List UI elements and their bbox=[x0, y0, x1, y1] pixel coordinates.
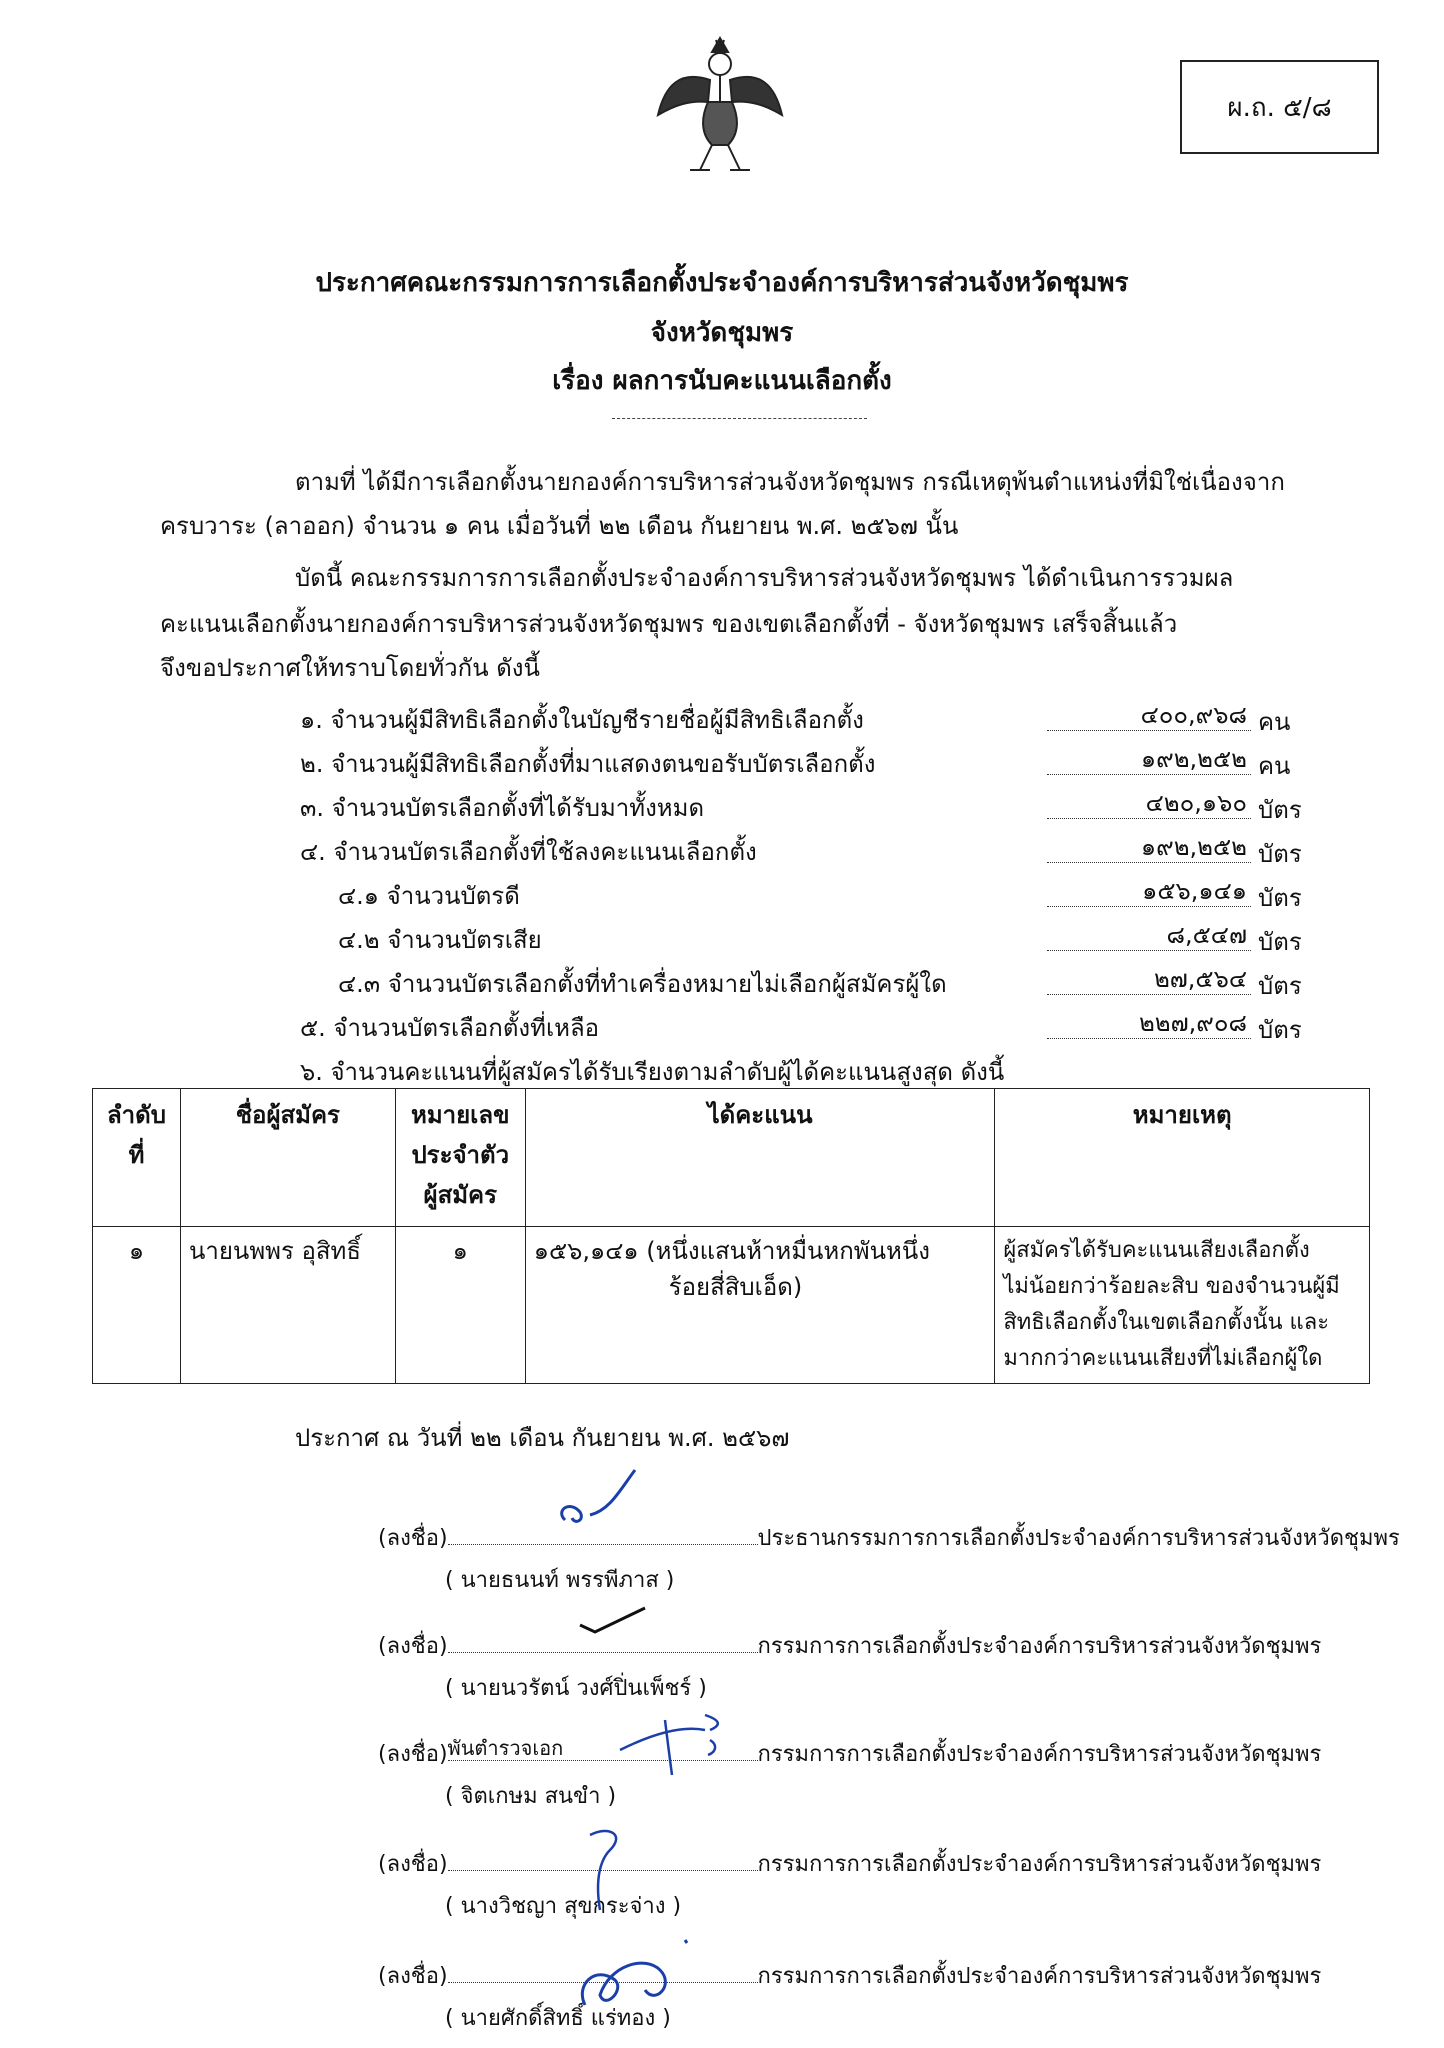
remark-line3: สิทธิเลือกตั้งในเขตเลือกตั้งนั้น และ bbox=[1003, 1310, 1330, 1335]
sign-prefix: (ลงชื่อ) bbox=[378, 1852, 448, 1877]
announcement-title: ประกาศคณะกรรมการการเลือกตั้งประจำองค์การบริหารส่วนจังหวัดชุมพร bbox=[315, 268, 1129, 298]
signature-3 bbox=[378, 1736, 1321, 1771]
header-score: ได้คะแนน bbox=[525, 1089, 995, 1227]
handwritten-signature-5 bbox=[565, 1925, 705, 2025]
item-2-label: ๒. จำนวนผู้มีสิทธิเลือกตั้งที่มาแสดงตนขอรับบัตรเลือกตั้ง bbox=[300, 750, 876, 778]
item-4-unit: บัตร bbox=[1258, 840, 1302, 868]
sign-position: กรรมการการเลือกตั้งประจำองค์การบริหารส่วนจังหวัดชุมพร bbox=[757, 1964, 1322, 1989]
header-order bbox=[93, 1089, 181, 1227]
handwritten-signature-1 bbox=[550, 1460, 660, 1540]
garuda-emblem bbox=[650, 30, 790, 180]
signer-name-1: ( นายธนนท์ พรรพีภาส ) bbox=[445, 1568, 675, 1593]
header-number bbox=[395, 1089, 525, 1227]
results-table bbox=[92, 1088, 1370, 1384]
handwritten-signature-2 bbox=[575, 1600, 655, 1640]
sign-prefix: (ลงชื่อ) bbox=[378, 1526, 448, 1551]
header-number-line3: ผู้สมัคร bbox=[423, 1181, 497, 1209]
intro-p2-line1: บัดนี้ คณะกรรมการการเลือกตั้งประจำองค์การบริหารส่วนจังหวัดชุมพร ได้ดำเนินการรวมผล bbox=[295, 564, 1234, 592]
item-4-3-label: ๔.๓ จำนวนบัตรเลือกตั้งที่ทำเครื่องหมายไม่เลือกผู้สมัครผู้ใด bbox=[338, 970, 947, 998]
item-4-value: ๑๙๒,๒๕๒ bbox=[1047, 832, 1251, 863]
item-4-label: ๔. จำนวนบัตรเลือกตั้งที่ใช้ลงคะแนนเลือกตั้ง bbox=[300, 838, 757, 866]
item-4-3-value: ๒๗,๕๖๔ bbox=[1047, 964, 1251, 995]
cell-number: ๑ bbox=[395, 1227, 525, 1384]
item-1-label: ๑. จำนวนผู้มีสิทธิเลือกตั้งในบัญชีรายชื่อผู้มีสิทธิเลือกตั้ง bbox=[300, 706, 864, 734]
signer-name-4: ( นางวิชญา สุขกระจ่าง ) bbox=[445, 1894, 682, 1919]
item-4-1-label: ๔.๑ จำนวนบัตรดี bbox=[338, 882, 520, 910]
cell-order: ๑ bbox=[93, 1227, 181, 1384]
header-remark: หมายเหตุ bbox=[995, 1089, 1370, 1227]
form-code: ผ.ถ. ๕/๘ bbox=[1227, 92, 1332, 123]
signer-name-5: ( นายศักดิ์สิทธิ์ แร่ทอง ) bbox=[445, 2006, 671, 2031]
header-order-line2: ที่ bbox=[128, 1141, 145, 1169]
sign-position: กรรมการการเลือกตั้งประจำองค์การบริหารส่วนจังหวัดชุมพร bbox=[757, 1742, 1322, 1767]
item-3-unit: บัตร bbox=[1258, 796, 1302, 824]
signature-2 bbox=[378, 1628, 1321, 1663]
title-divider bbox=[612, 418, 867, 419]
cell-name: นายนพพร อุสิทธิ์ bbox=[180, 1227, 395, 1384]
intro-p2-line2: คะแนนเลือกตั้งนายกองค์การบริหารส่วนจังหวัดชุมพร ของเขตเลือกตั้งที่ - จังหวัดชุมพร เสร็จสิ้นแล้ว bbox=[160, 610, 1178, 638]
item-2-value: ๑๙๒,๒๕๒ bbox=[1047, 744, 1251, 775]
score-line2: ร้อยสี่สิบเอ็ด) bbox=[668, 1273, 803, 1301]
province-title: จังหวัดชุมพร bbox=[650, 318, 794, 348]
sign-prefix: (ลงชื่อ) bbox=[378, 1634, 448, 1659]
handwritten-signature-4 bbox=[575, 1820, 645, 1920]
item-4-2-unit: บัตร bbox=[1258, 928, 1302, 956]
item-5-unit: บัตร bbox=[1258, 1016, 1302, 1044]
signer-name-3: ( จิตเกษม สนขำ ) bbox=[445, 1784, 617, 1809]
signature-5 bbox=[378, 1958, 1321, 1993]
item-5-label: ๕. จำนวนบัตรเลือกตั้งที่เหลือ bbox=[300, 1014, 600, 1042]
item-3-label: ๓. จำนวนบัตรเลือกตั้งที่ได้รับมาทั้งหมด bbox=[300, 794, 705, 822]
item-3-value: ๔๒๐,๑๖๐ bbox=[1047, 788, 1251, 819]
sign-position: กรรมการการเลือกตั้งประจำองค์การบริหารส่วนจังหวัดชุมพร bbox=[757, 1634, 1322, 1659]
sign-prefix: (ลงชื่อ) bbox=[378, 1742, 448, 1767]
item-4-1-unit: บัตร bbox=[1258, 884, 1302, 912]
item-4-3-unit: บัตร bbox=[1258, 972, 1302, 1000]
intro-p1-line2: ครบวาระ (ลาออก) จำนวน ๑ คน เมื่อวันที่ ๒๒ เดือน กันยายน พ.ศ. ๒๕๖๗ นั้น bbox=[160, 512, 959, 540]
handwritten-signature-3 bbox=[610, 1700, 740, 1780]
header-number-line1: หมายเลข bbox=[411, 1101, 510, 1129]
table-header-row bbox=[93, 1089, 1370, 1227]
score-line1: ๑๕๖,๑๔๑ (หนึ่งแสนห้าหมื่นหกพันหนึ่ง bbox=[533, 1237, 930, 1265]
remark-line4: มากกว่าคะแนนเสียงที่ไม่เลือกผู้ใด bbox=[1003, 1346, 1323, 1371]
item-1-value: ๔๐๐,๙๖๘ bbox=[1047, 700, 1251, 731]
remark-line1: ผู้สมัครได้รับคะแนนเสียงเลือกตั้ง bbox=[1003, 1238, 1310, 1263]
signature-4 bbox=[378, 1846, 1321, 1881]
sign-rank: พันตำรวจเอก bbox=[447, 1736, 564, 1760]
sign-position: ประธานกรรมการการเลือกตั้งประจำองค์การบริหารส่วนจังหวัดชุมพร bbox=[757, 1526, 1400, 1551]
item-1-unit: คน bbox=[1258, 708, 1291, 736]
remark-line2: ไม่น้อยกว่าร้อยละสิบ ของจำนวนผู้มี bbox=[1003, 1274, 1340, 1299]
item-4-2-label: ๔.๒ จำนวนบัตรเสีย bbox=[338, 926, 542, 954]
header-name: ชื่อผู้สมัคร bbox=[180, 1089, 395, 1227]
sign-prefix: (ลงชื่อ) bbox=[378, 1964, 448, 1989]
header-number-line2: ประจำตัว bbox=[411, 1141, 510, 1169]
form-code-box bbox=[1180, 60, 1379, 154]
signature-1 bbox=[378, 1520, 1400, 1555]
signer-name-2: ( นายนวรัตน์ วงศ์ปิ่นเพ็ชร์ ) bbox=[445, 1676, 707, 1701]
item-4-2-value: ๘,๕๔๗ bbox=[1047, 920, 1251, 951]
intro-p2-line3: จึงขอประกาศให้ทราบโดยทั่วกัน ดังนี้ bbox=[160, 654, 540, 682]
announce-date: ประกาศ ณ วันที่ ๒๒ เดือน กันยายน พ.ศ. ๒๕๖๗ bbox=[295, 1424, 790, 1452]
sign-position: กรรมการการเลือกตั้งประจำองค์การบริหารส่วนจังหวัดชุมพร bbox=[757, 1852, 1322, 1877]
intro-p1-line1: ตามที่ ได้มีการเลือกตั้งนายกองค์การบริหารส่วนจังหวัดชุมพร กรณีเหตุพ้นตำแหน่งที่มิใช่เนื่องจาก bbox=[295, 468, 1285, 496]
item-6-label: ๖. จำนวนคะแนนที่ผู้สมัครได้รับเรียงตามลำดับผู้ได้คะแนนสูงสุด ดังนี้ bbox=[300, 1058, 1005, 1086]
cell-remark bbox=[995, 1227, 1370, 1384]
cell-score bbox=[525, 1227, 995, 1384]
table-row bbox=[93, 1227, 1370, 1384]
subject-title: เรื่อง ผลการนับคะแนนเลือกตั้ง bbox=[552, 366, 892, 396]
item-4-1-value: ๑๕๖,๑๔๑ bbox=[1047, 876, 1251, 907]
header-order-line1: ลำดับ bbox=[106, 1101, 166, 1129]
item-2-unit: คน bbox=[1258, 752, 1291, 780]
item-5-value: ๒๒๗,๙๐๘ bbox=[1047, 1008, 1251, 1039]
